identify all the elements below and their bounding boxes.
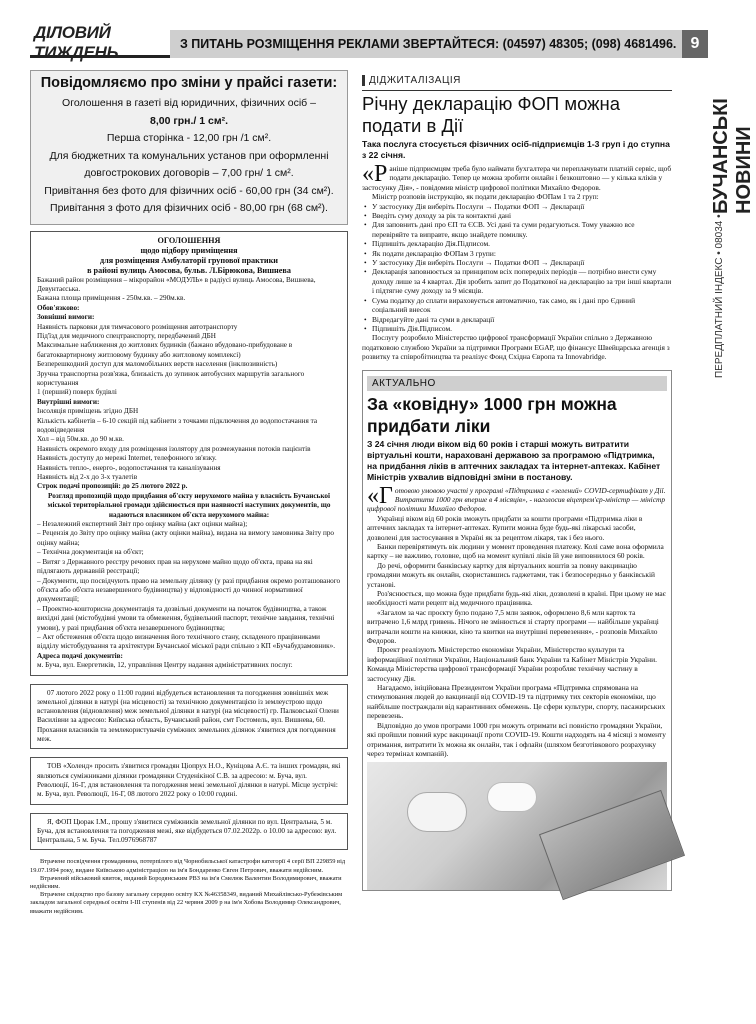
article-title: Річну декларацію ФОП можна подати в Дії [362, 93, 621, 136]
drop-cap: «Р [362, 161, 388, 187]
article-paragraph: Українці віком від 60 років зможуть придбати за кошти програми «Підтримка ліки в аптечних закладах та інтернет-аптеках. Купити можна буде будь-які лікарські засоби, дозволені для застосування в Україні як за рецептом лікаря, так і без нього. [367, 513, 643, 542]
price-line: Оголошення в газеті від юридичних, фізичних осіб – [62, 97, 316, 109]
price-line: Привітання з фото для фізичних осіб - 80,00 грн (68 см²). [50, 202, 328, 214]
land-notice: Я, ФОП Цюрак І.М., прошу з'явитися суміжників земельної ділянки по вул. Центральна, 5 м. Буча, для встановлення та погодження межі, яке відбудеться 07.02.2022р. о 10.00 за адресою: вул. Центральна, 5 м. Буча. Тел.0976968787 [30, 813, 348, 851]
lost-documents [30, 858, 348, 915]
ad-text: – Рецензія до Звіту про оцінку майна (акту оцінки майна), видана на вимогу замовника Звіту про оцінку майна; [37, 529, 335, 547]
ad-text: Зовнішні вимоги: [37, 313, 95, 322]
price-title: Повідомляємо про зміни у прайсі газети: [40, 75, 338, 91]
banknote-shape [539, 790, 685, 900]
article2-box [362, 370, 672, 892]
ad-text: Безперешкодний доступ для маломобільних верств населення (інклюзивність) [37, 360, 278, 369]
list-item: • У застосунку Дія виберіть Послуги → Податки ФОП → Декларації [362, 202, 672, 211]
instruction-list [362, 202, 672, 334]
pills-shape [487, 782, 537, 812]
article-paragraph: До речі, оформити банківську картку для віртуальних коштів за повну вакцинацію громадяни можуть як онлайн, скориставшись гаджетами, так і безпосередньо у банківській установі. [367, 560, 656, 589]
list-item: • Декларація заповнюється за принципом всіх попередніх періодів — потрібно внести суму доходу лише за 4 квартал. Дія зробить запит до Податкової на декларацію за три інші квартали і підтягне суму доходу за 9 місяців. [362, 267, 672, 295]
list-item: • Підпишіть Дія.Підписом. [362, 324, 672, 333]
ad-text: Хол – від 50м.кв. до 90 м.кв. [37, 435, 124, 444]
subscription-index: ПЕРЕДПЛАТНИЙ ІНДЕКС • 08034 • [714, 214, 725, 378]
ad-text: Наявність тепло-, енерго-, водопостачання та каналізування [37, 463, 221, 472]
price-line: 8,00 грн./ 1 см². [149, 114, 228, 127]
ad-text: Адреса подачі документів: [37, 651, 123, 660]
list-item: • Для заповнить дані про ЄП та ЄСВ. Усі дані та суми редагуються. Тому уважно все перевіряйте та виправте, якщо знайдете помилку. [362, 220, 672, 239]
article-body [367, 482, 667, 759]
ad-text: Максимальне наближення до житлових будинків (бажано вбудовано-прибудоване в багатоквартирному житловому будинку або житловому комплексі) [37, 341, 293, 359]
lost-document-note: Втрачене свідоцтво про базову загальну середню освіту КХ №46358349, виданий Михайлівсько-Рубежівським закладом загальної середньої освіти І-ІІІ ступенів від 22 червня 2009 р на ім'я Хобова Володимир Олександрович, вважати недійсним. [30, 891, 343, 915]
ad-text: Наявність окремого входу для розміщення ізолятору для розмежування потоків пацієнтів [37, 444, 311, 453]
article-body [362, 161, 672, 362]
ad-text: 1 (перший) поверх будівлі [37, 388, 117, 397]
article-paragraph: Проект реалізують Міністерство економіки України, Міністерство культури та інформаційної політики України, Національний банк України та Кабінет Міністрів України. Команда Міністерства цифрової трансформації України розробляє технічну частину в застосунку Дія. [367, 645, 657, 683]
ad-subtitle: для розміщення Амбулаторії групової практики [99, 255, 279, 265]
ad-text: Під'їзд для медичного спецтранспорту, передбачений ДБН [37, 331, 216, 340]
price-notice-box [30, 70, 348, 225]
article-paragraph: отовою умовою участі у програмі «Підтримка є «зелений» COVID-сертифікат у Дії. Витратити 1000 грн вперше в 4 місяців», - наголосив віцепрем'єр-міністр — міністр цифрової політики Михайло Федоров. [367, 485, 666, 514]
ad-contact-bar: З ПИТАНЬ РОЗМІЩЕННЯ РЕКЛАМИ ЗВЕРТАЙТЕСЯ: (04597) 48305; (098) 4681496. [170, 30, 682, 58]
list-item: • У застосунку Дія виберіть Послуги → Податки ФОП → Декларації [362, 258, 672, 267]
article-paragraph: аніше підприємцям треба було наймати бухгалтера чи переплачувати платній сервіс, щоб подати декларацію. Тепер це можна зробити онлайн і безкоштовно — у кількa кліків у застосунку Дія», - повідомив міністр цифрової політики Михайло Федоров. [362, 164, 672, 192]
list-item: • Введіть суму доходу за рік та контактні дані [362, 211, 672, 220]
article-title: За «ковідну» 1000 грн можна придбати ліки [367, 393, 617, 436]
ad-text: Наявність доступу до мережі Internet, телефонного зв'язку. [37, 454, 217, 463]
ad-text: Бажана площа приміщення - 250м.кв. – 290м.кв. [37, 294, 186, 303]
ad-text: Інсоляція приміщень згідно ДБН [37, 407, 139, 416]
ad-text: Строк подачі пропозицій: до 25 лютого 2022 р. [37, 482, 188, 491]
article-paragraph: Послугу розробило Міністерство цифрової трансформації України спільно з Державною податковою службою України за підтримки Програми EGAP, що фінансує Швейцарська агенція з розвитку та співробітництва та реалізує Фонд Східна Європа та Innovabridge. [362, 333, 670, 362]
land-notice: ТОВ «Холенд» просить з'явитися громадян Ціопрух Н.О., Куніцова А.Є. та інших громадян, які являються суміжниками ділянки громадянки Студенікіної С.В. за адресою: м. Буча, вул. Революції, 16-Г, для встановлення та погодження межі земельної ділянки в натурі. Місце зустрічі: м. Буча, вул. Революції, 16-Г, 08 лютого 2022 року о 10:00 годині. [30, 757, 348, 804]
article-lead: З 24 січня люди віком від 60 років і старші можуть витратити віртуальні кошти, нараховані державою за програмою «Підтримка, на придбання ліків в аптечних закладах та інтернет-аптеках. Кабінет Міністрів ухвалив відповідні зміни в постанову. [367, 438, 661, 482]
ad-subtitle: щодо підбору приміщення [140, 245, 238, 255]
ad-title: ОГОЛОШЕННЯ [157, 235, 221, 245]
ad-text: – Проектно-кошторисна документація та дозвільні документи на початок будівництва, а також вихідні дані (містобудівні умови та обмеження, будівельний паспорт, технічне завдання, технічні умови), у разі придбання об'єкта незавершеного будівництва; [37, 604, 335, 632]
left-column [30, 70, 348, 916]
ad-text: – Технічна документація на об'єкт; [37, 548, 144, 557]
article-photo [367, 762, 667, 890]
side-strip [710, 64, 755, 524]
list-item: • Підпишіть декларацію Дія.Підписом. [362, 239, 672, 248]
page-number: 9 [682, 30, 708, 58]
article-paragraph: Банки перевірятимуть вік людини у момент проведення платежу. Колі саме вона оформила картку – не важливо, головне, щоб на момент купівлі ліків їй уже виповнилося 60 років. [367, 541, 664, 561]
drop-cap: «Г [367, 482, 393, 509]
land-notice: 07 лютого 2022 року о 11:00 годині відбудеться встановлення та погодження зовнішніх меж земельної ділянки в натурі (на місцевості) за технічною документацією із землеустрою щодо встановлення (відновлення) меж земельної ділянки в натурі (на місцевості) гр. Палковської Олени Василівни за адресою: Київська область, Бучанський район, смт Гостомель, вул. Вишнева, 60. Прохання власників та землекористувачів суміжних земельних ділянок з'явитися для погодження меж. [30, 684, 348, 750]
ad-subtitle: в районі вулиць Амосова, бульв. Л.Бірюкова, Вишнева [87, 265, 291, 275]
list-item: • Відредагуйте дані та суми в декларації [362, 315, 672, 324]
list-item: • Як подати декларацію ФОПам 3 групи: [362, 249, 672, 258]
ad-text: – Витяг з Державного реєстру речових прав на нерухоме майно щодо об'єкта, права на які підлягають державній реєстрації; [37, 557, 313, 576]
ad-text: – Незалежний експертний Звіт про оцінку майна (акт оцінки майна); [37, 520, 248, 529]
ad-text: Наявність від 2-х до 3-х туалетів [37, 473, 138, 482]
ad-text: Наявність парковки для тимчасового розміщення автотранспорту [37, 322, 238, 331]
section-tag: АКТУАЛЬНО [367, 376, 667, 391]
page-header [30, 22, 708, 62]
lost-document-note: Втрачене посвідчення громадянина, потерпілого від Чорнобильської катастрофи категорії 4 серії ВП 229859 від 19.07.1994 року, видане Київською адміністрацією на ім'я Бондаренко Євген Петрович, вважати недійсним. [30, 858, 346, 874]
pills-shape [407, 792, 467, 832]
ad-text: – Акт обстеження об'єкта щодо визначення його технічного стану, складеного працівниками відділу містобудування та архітектури Бучанської міської ради спільно з КП «Бучабудзамовник». [37, 632, 335, 651]
ad-text: Внутрішні вимоги: [37, 397, 100, 406]
price-line: Привітання без фото для фізичних осіб - 60,00 грн (34 см²). [44, 184, 334, 197]
ad-text: Зручна транспортна розв'язка, близькість до зупинок автобусних маршрутів загального користування [37, 369, 305, 387]
ad-text: м. Буча, вул. Енергетиків, 12, управління Центру надання адміністративних послуг. [37, 661, 293, 670]
premises-ad [30, 231, 348, 676]
article-lead: Така послуга стосується фізичних осіб-підприємців 1-3 груп і до ступна з 22 січня. [362, 139, 670, 160]
article-paragraph: Міністр розповів інструкцію, як подати декларацію ФОПам 1 та 2 груп: [372, 192, 599, 202]
section-tag: ДІДЖИТАЛІЗАЦІЯ [362, 75, 461, 86]
price-line: Перша сторінка - 12,00 грн /1 см². [106, 132, 272, 144]
newspaper-title: БУЧАНСЬКІ НОВИНИ [710, 98, 755, 214]
list-item: • Сума податку до сплати вираховується автоматично, так само, як і дані про Єдиний соціальний внесок [362, 296, 672, 315]
ad-text: Кількість кабінетів – 6-10 секцій під кабінети з точками підключення до водопостачання та водовідведення [37, 416, 318, 434]
ad-text: Обов'язково: [37, 303, 80, 312]
article-paragraph: Роз'яснюється, що можна буде придбати будь-які ліки, дозволені в країні. При цьому не має необхідності мати рецепт від медичного працівника. [367, 589, 666, 608]
price-line: довгострокових договорів – 7,00 грн/ 1 см². [84, 167, 294, 179]
article-paragraph: «Загалом за час проєкту було подано 7,5 млн заявок, оформлено 8,6 млн карток та витрачено 1,6 млрд гривень. Нічого не змінюється зі старту програми — найбільше українці витрачали кошти на книжки, кіно та квитки на внутрішні перевезення», - розповів Михайло Федоров. [367, 607, 659, 646]
section-brand: ДІЛОВИЙ ТИЖДЕНЬ [30, 30, 170, 58]
ad-text: Розгляд пропозицій щодо придбання об'єкту нерухомого майна у власність Бучанської міської територіальної громади здійснюється при наявності наступних документів, що надаються власником об'єкта нерухомого майна: [47, 491, 331, 519]
article-paragraph: Нагадаємо, ініційована Президентом України програма «Підтримка спрямована на стимулювання людей до вакцинації від COVID-19 та підтримку тих секторів економіки, що найбільше постраждали від карантинних обмежень. Це сфери культури, спорту, пасажирських перевезень. [367, 683, 666, 721]
lost-document-note: Втрачений військовий квиток, виданий Бородянським РВЗ на ім'я Смелюк Валентин Володимирович, вважати недійсним. [30, 874, 342, 891]
section-tag-row [362, 70, 672, 91]
ad-text: – Документи, що посвідчують право на земельну ділянку (у разі придбання окремо розташованого об'єкта або об'єкта незавершеного будівництва) у відповідності до чинної нормативної документації; [37, 576, 341, 604]
article-paragraph: Відповідно до умов програми 1000 грн можуть отримати всі повністю громадяни України, які пройшли повний курс вакцинації проти COVID-19. Кошти надходять на 4 місяці з моменту отримання, витратити їх можна як онлайн, так і офлайн (шляхом безготівкового розрахунку через термінал компаній). [367, 720, 666, 758]
right-column [362, 70, 672, 891]
price-line: Для бюджетних та комунальних установ при оформленні [49, 149, 329, 162]
ad-text: Бажаний район розміщення – мікрорайон «МОДУЛЬ» в радіусі вулиць Амосова, Вишнева, Девунтаєська. [37, 275, 316, 293]
